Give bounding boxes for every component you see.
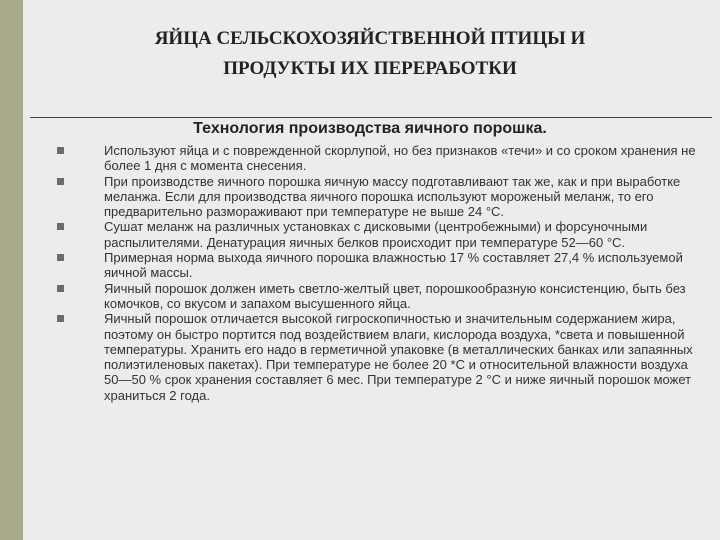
square-bullet-icon [57, 147, 64, 154]
list-item-text: При производстве яичного порошка яичную массу подготавливают так же, как и при выработке меланжа. Если для производства яичного порошка используют мороженый меланж, то его предварительно размораживают при температуре не выше 24 °С. [104, 173, 681, 220]
bullet-list [57, 143, 697, 403]
slide-title [60, 24, 680, 84]
list-item-text: Используют яйца и с поврежденной скорлупой, но без признаков «течи» и со сроком хранения не более 1 дня с момента снесения. [104, 143, 696, 174]
list-item-text: Яичный порошок отличается высокой гигроскопичностью и значительным содержанием жира, поэтому он быстро портится под воздействием влаги, кислорода воздуха, *света и повышенной температуры. Хранить его надо в герметичной упаковке (в металлических банках или запаянных полиэтиленовых пакетах). При температуре не более 20 *С и относительной влажности воздуха 50—50 % срок хранения составляет 6 мес. При температуре 2 °С и ниже яичный порошок может храниться 2 года. [104, 311, 693, 403]
list-item [57, 174, 697, 220]
square-bullet-icon [57, 178, 64, 185]
list-item-text: Примерная норма выхода яичного порошка влажностью 17 % составляет 27,4 % используемой яичной массы. [104, 250, 683, 281]
list-item [57, 143, 697, 174]
slide-subtitle: Технология производства яичного порошка. [193, 120, 547, 137]
list-item [57, 219, 697, 250]
square-bullet-icon [57, 223, 64, 230]
list-item [57, 311, 697, 403]
decorative-side-bar [0, 0, 23, 540]
square-bullet-icon [57, 285, 64, 292]
list-item-text: Яичный порошок должен иметь светло-желтый цвет, порошкообразную консистенцию, быть без комочков, со вкусом и запахом высушенного яйца. [104, 280, 686, 311]
list-item [57, 250, 697, 281]
slide-title-line: ЯЙЦА СЕЛЬСКОХОЗЯЙСТВЕННОЙ ПТИЦЫ И [154, 28, 586, 49]
square-bullet-icon [57, 315, 64, 322]
slide-title-line: ПРОДУКТЫ ИХ ПЕРЕРАБОТКИ [223, 58, 517, 79]
list-item [57, 281, 697, 312]
list-item-text: Сушат меланж на различных установках с дисковыми (центробежными) и форсуночными распылителями. Денатурация яичных белков происходит при температуре 52—60 °С. [104, 219, 648, 250]
square-bullet-icon [57, 254, 64, 261]
